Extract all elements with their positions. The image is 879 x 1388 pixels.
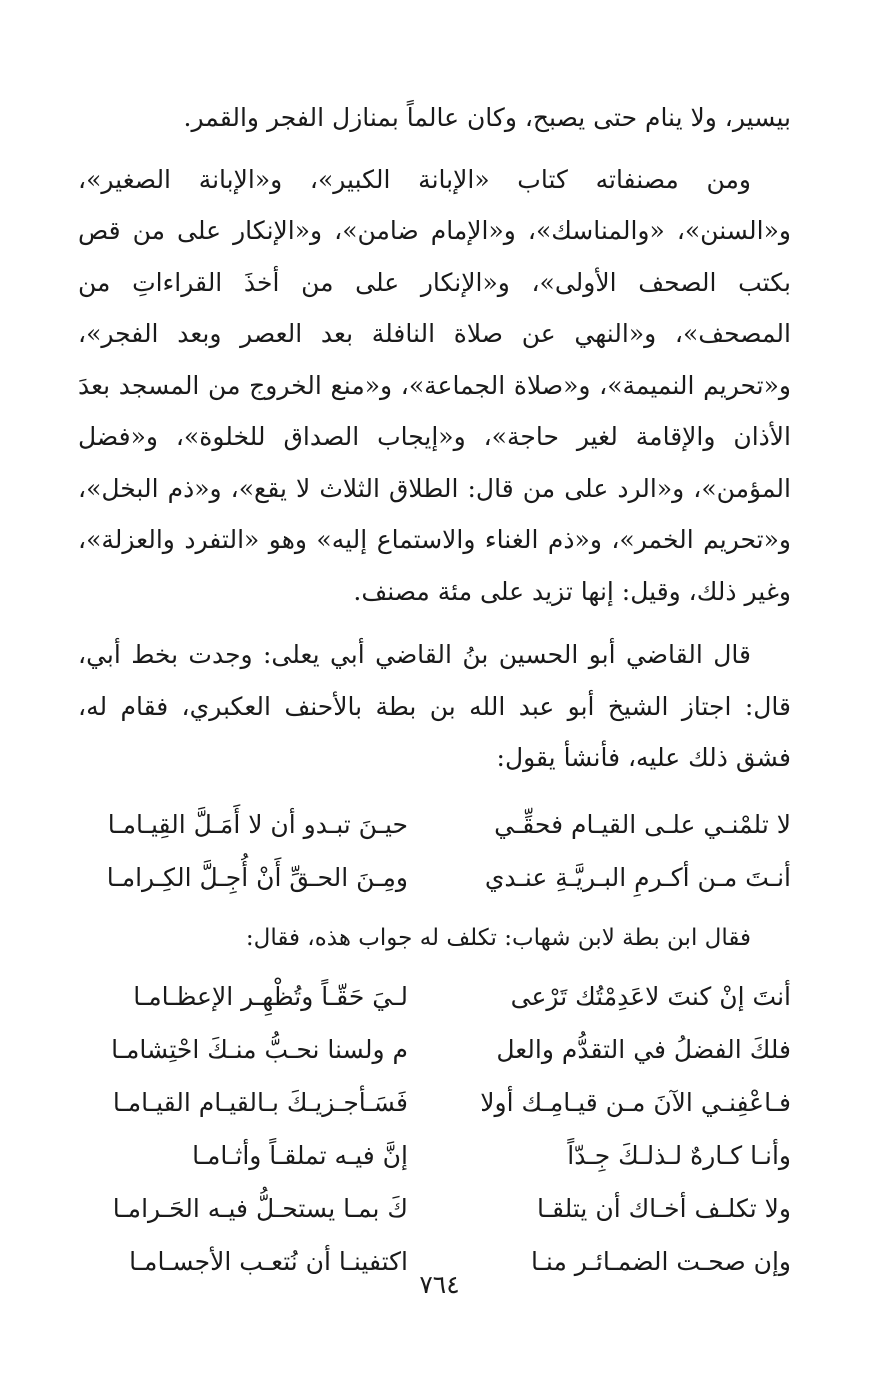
poem-first [78, 798, 791, 904]
verse-line [78, 1182, 791, 1235]
verse-second-hemistich: كَ بمـا يستحـلُّ فيـه الحَـرامـا [112, 1193, 408, 1223]
verse-second-hemistich: حيـنَ تبـدو أن لا أَمَـلَّ القِيـامـا [107, 809, 408, 839]
verse-first-hemistich: وأنـا كـارهٌ لـذلـكَ جِـدّاً [567, 1140, 791, 1170]
verse-second-hemistich: لـيَ حَقّـاً وتُظْهِـر الإعظـامـا [133, 981, 408, 1011]
verse-line [78, 1076, 791, 1129]
page-number: ٧٦٤ [419, 1270, 460, 1299]
verse-line [78, 1129, 791, 1182]
verse-first-hemistich: وإن صحـت الضمـائـر منـا [530, 1246, 791, 1276]
anecdote-paragraph: قال القاضي أبو الحسين بنُ القاضي أبي يعلى: وجدت بخط أبي، قال: اجتاز الشيخ أبو عبد الله بن بطة بالأحنف العكبري، فقام له، فشق ذلك عليه، فأنشأ يقول: [78, 640, 791, 772]
works-paragraph: ومن مصنفاته كتاب «الإبانة الكبير»، و«الإبانة الصغير»، و«السنن»، «والمناسك»، و«الإمام ضامن»، و«الإنكار على من قص بكتب الصحف الأولى»، و«الإنكار على من أخذَ القراءاتِ من المصحف»، و«النهي عن صلاة النافلة بعد العصر وبعد الفجر»، و«تحريم النميمة»، و«صلاة الجماعة»، و«منع الخروج من المسجد بعدَ الأذان والإقامة لغير حاجة»، و«إيجاب الصداق للخلوة»، و«فضل المؤمن»، و«الرد على من قال: الطلاق الثلاث لا يقع»، و«ذم البخل»، و«تحريم الخمر»، و«ذم الغناء والاستماع إليه» وهو «التفرد والعزلة»، وغير ذلك، وقيل: إنها تزيد على مئة مصنف. [78, 164, 791, 606]
verse-second-hemistich: ومِـنَ الحـقِّ أَنْ أُجِـلَّ الكِـرامـا [106, 862, 408, 892]
verse-line [78, 1023, 791, 1076]
response-line: فقال ابن بطة لابن شهاب: تكلف له جواب هذه، فقال: [245, 924, 751, 951]
verse-line [78, 970, 791, 1023]
verse-second-hemistich: م ولسنا نحـبُّ منـكَ احْتِشامـا [111, 1034, 408, 1064]
verse-line [78, 798, 791, 851]
verse-first-hemistich: أنتَ إنْ كنتَ لاعَدِمْتُك تَرْعى [510, 981, 791, 1011]
poem-second [78, 970, 791, 1288]
verse-first-hemistich: ولا تكلـف أخـاك أن يتلقـا [537, 1193, 791, 1223]
verse-first-hemistich: أنـتَ مـن أكـرمِ البـريَّـةِ عنـدي [484, 862, 791, 892]
verse-first-hemistich: فـاعْفِنـي الآنَ مـن قيـامِـك أولا [480, 1087, 791, 1117]
verse-first-hemistich: فلكَ الفضلُ في التقدُّم والعل [496, 1034, 791, 1064]
verse-second-hemistich: فَسَـأجـزيـكَ بـالقيـام القيـامـا [112, 1087, 408, 1117]
verse-second-hemistich: اكتفينـا أن نُتعـب الأجسـامـا [129, 1246, 408, 1276]
verse-line [78, 851, 791, 904]
verse-first-hemistich: لا تلمْنـي علـى القيـام فحقِّـي [494, 809, 791, 839]
intro-paragraph: بيسير، ولا ينام حتى يصبح، وكان عالماً بمنازل الفجر والقمر. [183, 103, 791, 132]
verse-second-hemistich: إنَّ فيـه تملقـاً وأثـامـا [192, 1140, 408, 1170]
